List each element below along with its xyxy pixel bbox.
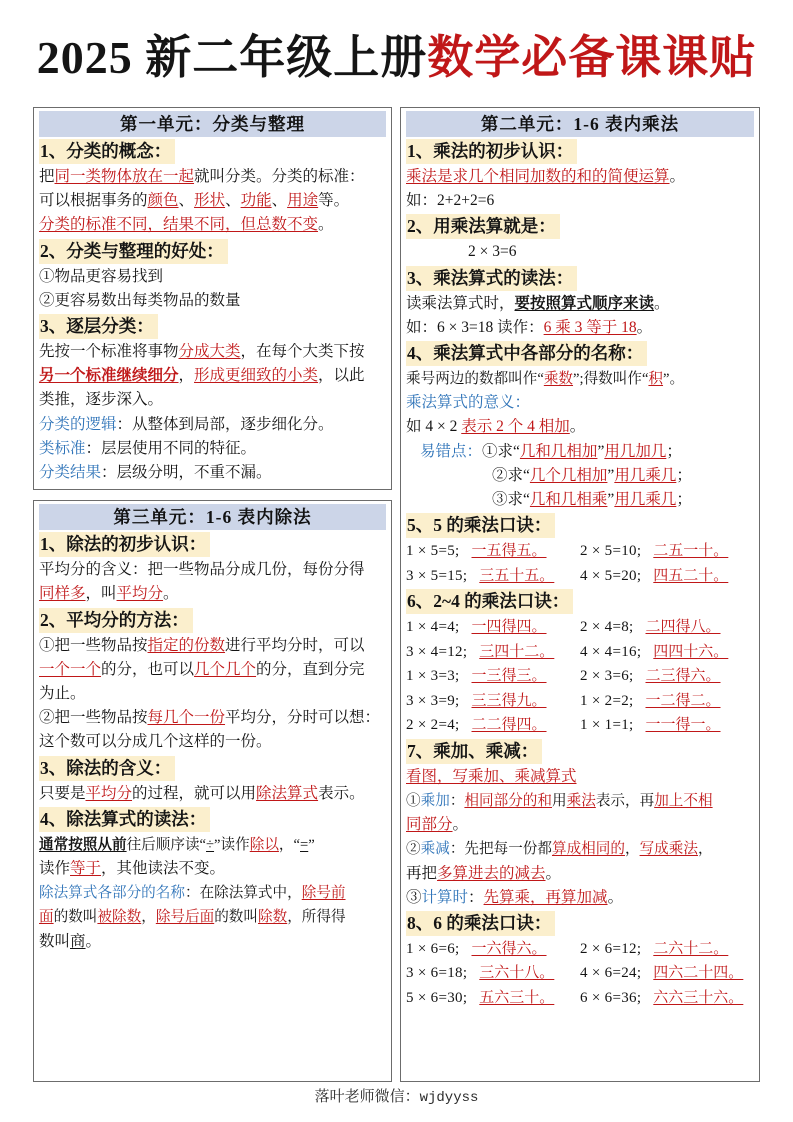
unit3-s2-line5: 这个数可以分成几个这样的一份。 <box>39 733 272 751</box>
text-run-red-underline: 功能 <box>240 192 272 210</box>
unit1-section2-title: 2、分类与整理的好处： <box>39 239 228 264</box>
text-run-underline: = <box>300 836 309 853</box>
unit2-s4-line1 <box>406 367 754 391</box>
rhyme: 二二得四。 <box>471 717 547 734</box>
text-run: ，所得得 <box>287 909 346 926</box>
unit2-section5-row <box>406 512 754 539</box>
footer-wechat <box>0 1086 793 1109</box>
unit1-s3-line1 <box>39 340 386 364</box>
rhyme: 一六得六。 <box>471 940 547 957</box>
text-run-red-underline: 分类的标准不同，结果不同，但总数不变 <box>39 216 319 234</box>
right-column <box>400 107 760 1082</box>
text-run: 读乘法算式时， <box>406 294 515 312</box>
rhyme: 一二得二。 <box>645 692 721 709</box>
text-run-red-underline: 同一类物体放在一起 <box>54 168 195 185</box>
equation: 2 × 6=12; <box>580 940 642 957</box>
unit3-section1-title: 1、除法的初步认识： <box>39 532 210 557</box>
table-cell <box>406 564 580 589</box>
text-run-red-underline: 用几乘几 <box>614 491 677 509</box>
footer-label: 落叶老师微信： <box>314 1089 420 1105</box>
text-run-red-underline: 用途 <box>287 192 319 210</box>
text-run-red-underline: 积 <box>648 371 664 388</box>
unit3-section2-row <box>39 607 386 634</box>
table-row <box>406 539 754 564</box>
text-run: 表示，再 <box>595 792 655 809</box>
text-run-red-underline: 几和几相加 <box>519 442 598 460</box>
text-run: ； <box>666 442 682 460</box>
table-cell <box>580 664 754 689</box>
text-run-blue: 分类的逻辑 <box>39 415 117 433</box>
unit3-section4-row <box>39 806 386 833</box>
text-run: ， <box>697 841 713 858</box>
text-run: 。 <box>85 932 102 950</box>
text-run-blue: 乘加 <box>420 792 450 809</box>
text-run: 只要是 <box>39 784 86 802</box>
unit2-section5-title: 5、5 的乘法口诀： <box>406 513 555 538</box>
rhyme: 一五得五。 <box>471 543 547 560</box>
text-run: ，叫 <box>85 585 117 603</box>
text-run: ①求 <box>482 442 514 460</box>
mult-table-8 <box>406 937 754 1011</box>
page-title-black: 2025 新二年级上册 <box>36 32 428 83</box>
text-run-red-underline: 除法算式 <box>256 784 319 802</box>
rhyme: 二五一十。 <box>653 543 729 560</box>
table-row <box>406 615 754 640</box>
table-row <box>406 664 754 689</box>
unit1-s2-line2: ②更容易数出每类物品的数量 <box>39 291 241 309</box>
text-run: ”;得数叫作“ <box>573 371 649 388</box>
unit3-s4-line4 <box>39 905 386 929</box>
table-cell <box>406 961 580 986</box>
equation: 2 × 2=4; <box>406 717 460 734</box>
text-run: 进行平均分时，可以 <box>225 636 365 654</box>
text-run: ：在除法算式中， <box>184 885 302 902</box>
text-run: ①把一些物品按 <box>39 636 148 654</box>
unit3-section2-title: 2、平均分的方法： <box>39 608 193 633</box>
unit1-s1-line1 <box>39 165 386 189</box>
unit3-s2-line4 <box>39 706 386 730</box>
unit2-section3-row <box>406 265 754 292</box>
unit3-s3-line1 <box>39 782 386 806</box>
unit1-section3-row <box>39 313 386 340</box>
unit3-section1-row <box>39 531 386 558</box>
table-row <box>406 986 754 1011</box>
equation: 1 × 5=5; <box>406 543 460 560</box>
page-title <box>0 30 793 86</box>
unit1-header: 第一单元：分类与整理 <box>39 111 386 137</box>
table-row <box>406 640 754 665</box>
table-cell <box>580 689 754 714</box>
rhyme: 三四十二。 <box>479 643 555 660</box>
equation: 3 × 4=12; <box>406 643 468 660</box>
text-run-red-underline: 加上不相 <box>654 792 713 809</box>
text-run-bold-underline: 要按照算式顺序来读 <box>514 294 655 312</box>
unit2-section6-row <box>406 588 754 615</box>
text-run: 平均分，分时可以想： <box>225 709 381 727</box>
text-run: ： <box>449 792 465 809</box>
unit2-section8-row <box>406 910 754 937</box>
text-run-red-underline: 用几加几 <box>604 442 667 460</box>
text-run: 的数叫 <box>53 909 98 926</box>
text-run-red-underline: 颜色 <box>147 192 179 210</box>
text-run: ：先把每一份都 <box>449 841 552 858</box>
text-run-blue: 除法算式各部分的名称 <box>39 885 185 902</box>
text-run: 把 <box>39 168 55 185</box>
unit1-s3-line2 <box>39 364 386 388</box>
text-run: ： <box>468 888 484 906</box>
text-run-blue: 乘法算式的意义： <box>406 394 531 412</box>
text-run: ① <box>406 792 421 809</box>
equation: 3 × 6=18; <box>406 965 468 982</box>
text-run-red-underline: 几个几个 <box>194 660 257 678</box>
text-run: 往后顺序读“ <box>126 836 207 853</box>
text-run-red-underline: 几和几相乘 <box>529 491 608 509</box>
equation: 2 × 5=10; <box>580 543 642 560</box>
unit1-s1-line3 <box>39 213 386 237</box>
equation: 1 × 3=3; <box>406 668 460 685</box>
table-cell <box>580 564 754 589</box>
text-run: ：从整体到局部，逐步细化分。 <box>116 415 334 433</box>
mult-table-5 <box>406 539 754 588</box>
table-cell <box>580 986 754 1011</box>
text-run-red-underline: 相同部分的和 <box>464 792 552 809</box>
rhyme: 一四得四。 <box>471 619 547 636</box>
text-run-red-underline: 分成大类 <box>178 343 241 361</box>
unit3-s2-line2 <box>39 658 386 682</box>
text-run-red-underline: 指定的份数 <box>147 636 226 654</box>
table-cell <box>406 689 580 714</box>
table-cell <box>580 539 754 564</box>
text-run: 如 4 × 2 <box>406 418 462 436</box>
unit3-s4-line2 <box>39 857 386 881</box>
unit2-section4-row <box>406 340 754 367</box>
text-run-red-underline: 乘法是求几个相同加数的和的简便运算 <box>406 168 670 185</box>
table-cell <box>406 615 580 640</box>
text-run: ， <box>178 367 195 385</box>
rhyme: 三三得九。 <box>471 692 547 709</box>
table-cell <box>580 615 754 640</box>
unit3-s4-line5 <box>39 930 386 954</box>
unit2-s4-line3 <box>406 415 754 439</box>
text-run: ，其他读法不变。 <box>101 860 226 878</box>
text-run-blue: 易错点： <box>420 442 483 460</box>
unit3-s2-line1 <box>39 634 386 658</box>
text-run: 就叫分类。分类的标准： <box>194 168 365 185</box>
text-run: 的数叫 <box>214 909 258 926</box>
text-run-red-underline: 面 <box>39 909 54 926</box>
text-run-red-underline: 同部分 <box>406 816 453 834</box>
unit2-s4-line6 <box>406 488 754 512</box>
equation: 4 × 4=16; <box>580 643 642 660</box>
unit3-section4-title: 4、除法算式的读法： <box>39 807 210 832</box>
equation: 3 × 5=15; <box>406 567 468 584</box>
text-run-red-underline: 一个一个 <box>39 660 102 678</box>
text-run-red-underline: 形成更细致的小类 <box>194 367 319 385</box>
text-run-blue: 分类结果 <box>39 464 102 482</box>
text-run: 。 <box>318 216 334 234</box>
table-cell <box>406 664 580 689</box>
unit2-s7-line3 <box>406 813 754 837</box>
text-run-red-underline: 多算进去的减去 <box>437 864 546 882</box>
text-run: 的过程，就可以用 <box>132 784 257 802</box>
unit1-s3-line3: 类推，逐步深入。 <box>39 391 164 409</box>
text-run-red-underline: 用几乘几 <box>614 466 677 484</box>
unit2-s4-line2 <box>406 391 754 415</box>
left-column <box>33 107 392 1082</box>
text-run-red-underline: 几个几相加 <box>529 466 608 484</box>
content-columns <box>33 107 760 1082</box>
text-run: ； <box>676 491 692 509</box>
text-run: ” <box>607 491 615 509</box>
unit3-box <box>33 500 392 1082</box>
unit2-box <box>400 107 760 1082</box>
unit2-s3-line1 <box>406 292 754 316</box>
unit3-s4-line3 <box>39 881 386 905</box>
unit2-s4-line4 <box>406 440 754 464</box>
equation: 5 × 6=30; <box>406 989 468 1006</box>
unit1-section1-title: 1、分类的概念： <box>39 139 175 164</box>
text-run-red-underline: 同样多 <box>39 585 86 603</box>
text-run: 等。 <box>318 192 350 210</box>
text-run: “ <box>523 466 530 484</box>
text-run-red-underline: 乘法 <box>566 792 596 809</box>
unit2-section7-row <box>406 738 754 765</box>
text-run: 、 <box>271 192 288 210</box>
unit1-s1-line2 <box>39 189 386 213</box>
text-run: 。 <box>636 318 653 336</box>
text-run: 。 <box>545 864 562 882</box>
text-run: 如：6 × 3=18 读作： <box>406 318 544 336</box>
text-run-red-underline: 平均分 <box>116 585 164 603</box>
unit3-s1-line1: 平均分的含义：把一些物品分成几份，每份分得 <box>39 561 365 579</box>
text-run: “ <box>523 491 530 509</box>
equation: 2 × 3=6; <box>580 668 634 685</box>
unit2-section7-title: 7、乘加、乘减： <box>406 739 542 764</box>
unit2-s7-line2 <box>406 789 754 813</box>
text-run: ②求 <box>492 466 524 484</box>
equation: 2 × 4=8; <box>580 619 634 636</box>
rhyme: 一三得三。 <box>471 668 547 685</box>
text-run: ② <box>406 841 421 858</box>
rhyme: 六六三十六。 <box>653 989 744 1006</box>
text-run: ，以此 <box>318 367 365 385</box>
text-run: ” <box>607 466 615 484</box>
unit1-s3-line5 <box>39 437 386 461</box>
table-row <box>406 937 754 962</box>
table-cell <box>580 713 754 738</box>
unit2-s7-line1 <box>406 765 754 789</box>
unit3-header: 第三单元：1-6 表内除法 <box>39 504 386 530</box>
text-run-red-underline: 除号后面 <box>155 909 215 926</box>
text-run-red-underline: 除数 <box>258 909 288 926</box>
unit1-section1-row <box>39 138 386 165</box>
table-cell <box>406 640 580 665</box>
table-cell <box>580 937 754 962</box>
text-run: ” <box>308 836 315 853</box>
table-row <box>406 961 754 986</box>
unit3-section3-title: 3、除法的含义： <box>39 756 175 781</box>
text-run-red-underline: 形状 <box>194 192 226 210</box>
text-run: 先按一个标准将事物 <box>39 343 179 361</box>
table-cell <box>406 937 580 962</box>
text-run: 。 <box>163 585 179 603</box>
text-run: ③ <box>406 888 422 906</box>
text-run: 的分，直到分完 <box>256 660 365 678</box>
text-run-red-underline: 看图，写乘加、乘减算式 <box>406 767 577 785</box>
unit1-section2-row <box>39 238 386 265</box>
text-run: 、 <box>225 192 241 210</box>
text-run-red-underline: 被除数 <box>97 909 142 926</box>
text-run: ：层层使用不同的特征。 <box>85 439 257 457</box>
text-run: 的分，也可以 <box>101 660 195 678</box>
text-run: 。 <box>569 418 586 436</box>
rhyme: 二六十二。 <box>653 940 729 957</box>
unit1-s2-line1: ①物品更容易找到 <box>39 267 164 285</box>
text-run: ，在每个大类下按 <box>240 343 365 361</box>
unit1-s3-line4 <box>39 413 386 437</box>
text-run-underline: 商 <box>70 932 86 950</box>
footer-wechat-id: wjdyyss <box>419 1090 479 1106</box>
rhyme: 四六二十四。 <box>653 965 744 982</box>
rhyme: 三五十五。 <box>479 567 555 584</box>
text-run: 数叫 <box>39 932 71 950</box>
text-run-blue: 乘减 <box>420 841 450 858</box>
text-run-red-underline: 除号前 <box>301 885 346 902</box>
text-run-red-underline: 乘数 <box>543 371 574 388</box>
unit2-s1-line1 <box>406 165 754 189</box>
unit1-box <box>33 107 392 490</box>
rhyme: 四五二十。 <box>653 567 729 584</box>
unit2-section1-row <box>406 138 754 165</box>
text-run-red-underline: 等于 <box>70 860 102 878</box>
text-run-red-underline: 每几个一份 <box>147 709 226 727</box>
text-run-red-underline: 除以 <box>249 836 279 853</box>
table-cell <box>580 640 754 665</box>
rhyme: 五六三十。 <box>479 989 555 1006</box>
text-run: 可以根据事务的 <box>39 192 148 210</box>
unit2-s7-line6 <box>406 886 754 910</box>
text-run-red-underline: 算成相同的 <box>551 841 625 858</box>
text-run-bold-underline: 通常按照从前 <box>39 836 127 853</box>
table-cell <box>406 539 580 564</box>
table-cell <box>406 713 580 738</box>
text-run: 。 <box>607 888 624 906</box>
equation: 3 × 3=9; <box>406 692 460 709</box>
text-run-underline: ÷ <box>206 836 215 853</box>
text-run: ②把一些物品按 <box>39 709 148 727</box>
equation: 1 × 1=1; <box>580 717 634 734</box>
text-run: ，“ <box>278 836 300 853</box>
unit3-s4-line1 <box>39 833 386 857</box>
rhyme: 二三得六。 <box>645 668 721 685</box>
text-run: 表示。 <box>318 784 365 802</box>
unit2-s7-line5 <box>406 862 754 886</box>
mult-table-6 <box>406 615 754 738</box>
unit3-s1-line2 <box>39 582 386 606</box>
equation: 4 × 6=24; <box>580 965 642 982</box>
text-run: ” <box>597 442 605 460</box>
text-run: 、 <box>178 192 195 210</box>
unit3-section3-row <box>39 755 386 782</box>
text-run-red-underline: 写成乘法 <box>639 841 698 858</box>
unit2-section6-title: 6、2~4 的乘法口诀： <box>406 589 573 614</box>
page-title-red: 数学必备课课贴 <box>427 32 757 83</box>
text-run: ③求 <box>492 491 524 509</box>
text-run: ； <box>676 466 692 484</box>
table-cell <box>406 986 580 1011</box>
text-run: ， <box>624 841 640 858</box>
text-run: 。 <box>654 294 670 312</box>
text-run: ”。 <box>663 371 685 388</box>
text-run: 用 <box>552 792 567 809</box>
table-cell <box>580 961 754 986</box>
unit2-s7-line4 <box>406 837 754 861</box>
text-run-blue: 计算时 <box>421 888 469 906</box>
equation: 1 × 4=4; <box>406 619 460 636</box>
unit2-header: 第二单元：1-6 表内乘法 <box>406 111 754 137</box>
unit2-section1-title: 1、乘法的初步认识： <box>406 139 577 164</box>
text-run-blue: 类标准 <box>39 439 86 457</box>
unit2-section4-title: 4、乘法算式中各部分的名称： <box>406 341 647 366</box>
table-row <box>406 689 754 714</box>
text-run-red-underline: 先算乘，再算加减 <box>483 888 608 906</box>
unit2-s4-line5 <box>406 464 754 488</box>
equation: 4 × 5=20; <box>580 567 642 584</box>
unit2-section3-title: 3、乘法算式的读法： <box>406 266 577 291</box>
unit2-section2-row <box>406 213 754 240</box>
unit2-s3-line2 <box>406 316 754 340</box>
unit3-s2-line3: 为止。 <box>39 685 86 703</box>
equation: 1 × 6=6; <box>406 940 460 957</box>
rhyme: 三六十八。 <box>479 965 555 982</box>
unit2-s2-line1: 2 × 3=6 <box>468 243 517 261</box>
unit2-section2-title: 2、用乘法算就是： <box>406 214 560 239</box>
rhyme: 一一得一。 <box>645 717 721 734</box>
text-run: “ <box>513 442 520 460</box>
text-run-red-underline: 6 乘 3 等于 18 <box>543 318 637 336</box>
text-run: 乘号两边的数都叫作“ <box>406 371 544 388</box>
table-row <box>406 713 754 738</box>
unit1-s3-line6 <box>39 461 386 485</box>
unit2-section8-title: 8、6 的乘法口诀： <box>406 911 555 936</box>
text-run-red-underline: 表示 2 个 4 相加 <box>461 418 570 436</box>
text-run: ”读作 <box>214 836 250 853</box>
text-run-red-underline: 平均分 <box>85 784 133 802</box>
unit1-section3-title: 3、逐层分类： <box>39 314 158 339</box>
text-run: ， <box>141 909 156 926</box>
equation: 6 × 6=36; <box>580 989 642 1006</box>
text-run: 再把 <box>406 864 438 882</box>
equation: 1 × 2=2; <box>580 692 634 709</box>
rhyme: 二四得八。 <box>645 619 721 636</box>
text-run-red-bold-underline: 另一个标准继续细分 <box>39 367 179 385</box>
text-run: 。 <box>669 168 686 185</box>
text-run: 。 <box>452 816 469 834</box>
table-row <box>406 564 754 589</box>
text-run: ：层级分明，不重不漏。 <box>101 464 272 482</box>
text-run: 读作 <box>39 860 71 878</box>
rhyme: 四四十六。 <box>653 643 729 660</box>
unit2-s1-line2: 如：2+2+2=6 <box>406 192 495 210</box>
